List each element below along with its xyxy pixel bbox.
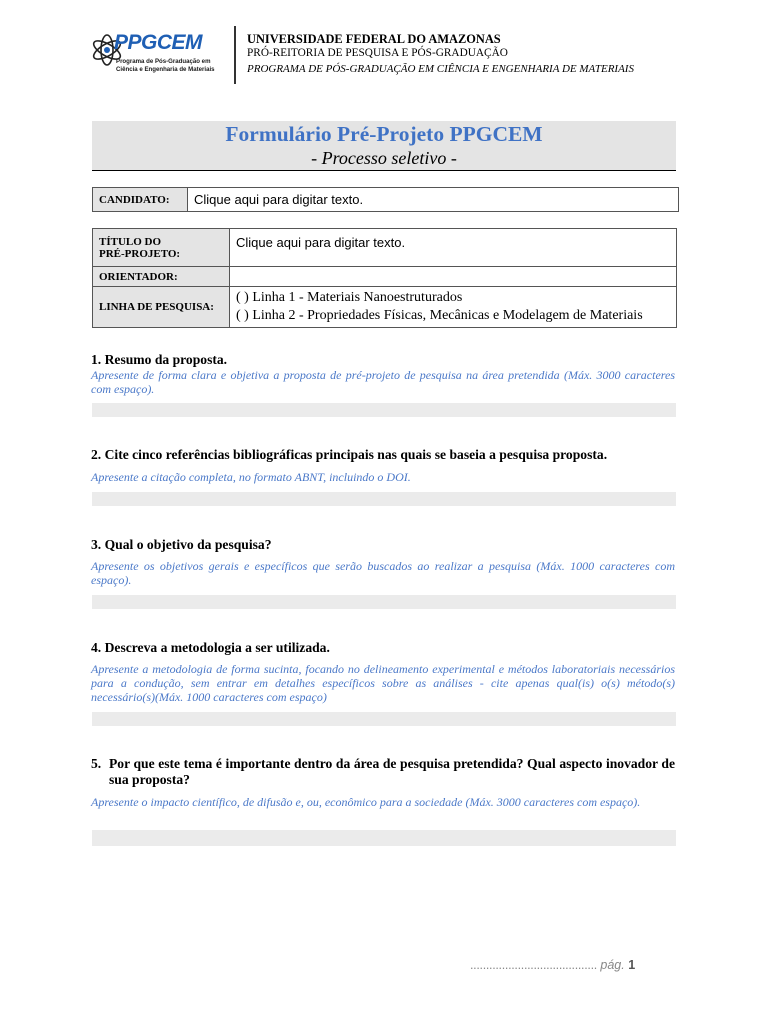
section-5-question-block xyxy=(91,756,675,788)
form-title: Formulário Pré-Projeto PPGCEM xyxy=(225,122,543,146)
section-3-hint: Apresente os objetivos gerais e específicos que serão buscados ao realizar a pesquisa (Máx. 1000 caracteres com espaço). xyxy=(91,559,675,587)
research-line-2-option[interactable]: ( ) Linha 2 - Propriedades Físicas, Mecânicas e Modelagem de Materiais xyxy=(236,308,643,323)
page-footer xyxy=(470,958,635,972)
section-1-answer-field[interactable] xyxy=(92,403,676,417)
university-name: UNIVERSIDADE FEDERAL DO AMAZONAS xyxy=(247,32,501,46)
section-1-hint: Apresente de forma clara e objetiva a proposta de pré-projeto de pesquisa na área pretendida (Máx. 3000 caracteres com espaço). xyxy=(91,368,675,396)
section-4-question: 4. Descreva a metodologia a ser utilizada. xyxy=(91,640,330,655)
candidate-table xyxy=(92,187,679,212)
advisor-label: ORIENTADOR: xyxy=(93,267,230,287)
logo-subtitle-line-1: Programa de Pós-Graduação em xyxy=(116,58,211,65)
section-4-hint: Apresente a metodologia de forma sucinta, focando no delineamento experimental e métodos laboratoriais necessários para a condução, sem entrar em detalhes específicos sobre as análises - cite apenas qual(is) o(s) método(s) necessário(s)(Máx. 1000 caracteres com espaço) xyxy=(91,662,675,704)
section-1-question: 1. Resumo da proposta. xyxy=(91,352,228,367)
candidate-label: CANDIDATO: xyxy=(93,188,188,212)
research-line-1-option[interactable]: ( ) Linha 1 - Materiais Nanoestruturados xyxy=(236,290,463,305)
section-5-number: 5. xyxy=(91,756,102,771)
logo-text: PPGCEM xyxy=(114,31,203,54)
section-5-answer-field[interactable] xyxy=(92,830,676,846)
section-5-hint: Apresente o impacto científico, de difusão e, ou, econômico para a sociedade (Máx. 3000 caracteres com espaço). xyxy=(91,795,641,809)
form-subtitle: - Processo seletivo - xyxy=(311,148,457,168)
page-number: 1 xyxy=(628,958,636,972)
section-2-answer-field[interactable] xyxy=(92,492,676,506)
project-title-field[interactable]: Clique aqui para digitar texto. xyxy=(230,229,677,267)
section-5-question: Por que este tema é importante dentro da área de pesquisa pretendida? Qual aspecto inovador de sua proposta? xyxy=(109,756,675,787)
research-line-options xyxy=(230,287,677,328)
ppgcem-logo xyxy=(90,28,225,78)
section-4-answer-field[interactable] xyxy=(92,712,676,726)
form-title-box xyxy=(92,121,676,171)
section-3-question: 3. Qual o objetivo da pesquisa? xyxy=(91,537,272,552)
pro-reitoria: PRÓ-REITORIA DE PESQUISA E PÓS-GRADUAÇÃO xyxy=(247,47,508,59)
project-table xyxy=(92,228,677,328)
footer-dots: ........................................ xyxy=(470,958,597,972)
project-title-label-line-1: TÍTULO DO xyxy=(99,235,162,248)
section-2-question: 2. Cite cinco referências bibliográficas principais nas quais se baseia a pesquisa proposta. xyxy=(91,447,608,462)
section-3-answer-field[interactable] xyxy=(92,595,676,609)
header-divider xyxy=(234,26,236,84)
logo-subtitle-line-2: Ciência e Engenharia de Materiais xyxy=(116,66,215,73)
candidate-field[interactable]: Clique aqui para digitar texto. xyxy=(188,188,679,212)
program-name: PROGRAMA DE PÓS-GRADUAÇÃO EM CIÊNCIA E ENGENHARIA DE MATERIAIS xyxy=(247,63,634,75)
advisor-field[interactable] xyxy=(230,267,677,287)
research-line-label: LINHA DE PESQUISA: xyxy=(93,287,230,328)
page-label: pág. xyxy=(600,958,625,972)
project-title-label-line-2: PRÉ-PROJETO: xyxy=(99,247,181,260)
section-2-hint: Apresente a citação completa, no formato ABNT, incluindo o DOI. xyxy=(91,470,411,484)
project-title-label xyxy=(93,229,230,267)
